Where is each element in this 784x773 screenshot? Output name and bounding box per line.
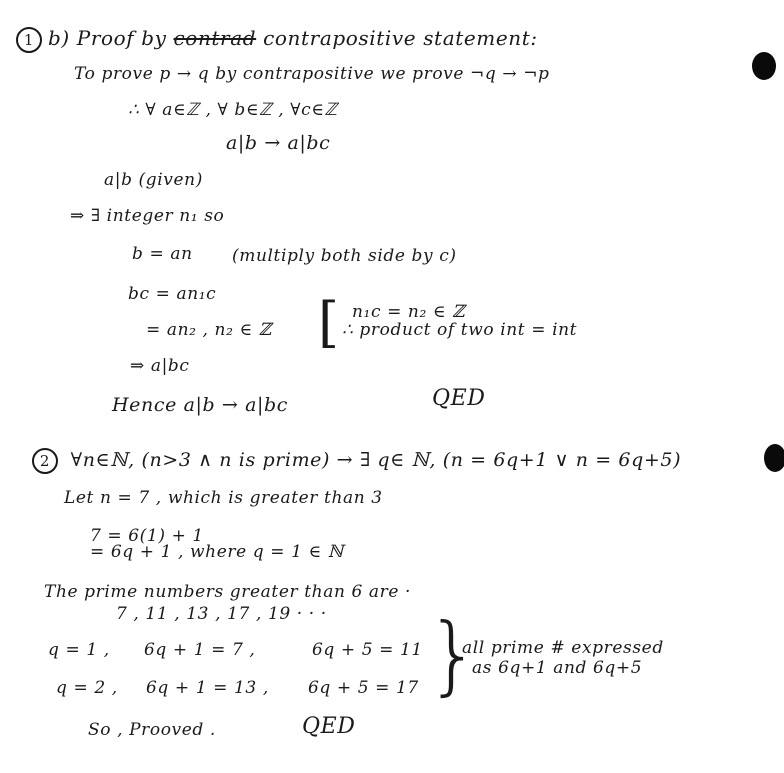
line-bc-eq: bc = an₁c xyxy=(128,284,217,304)
problem1-qed: QED xyxy=(432,386,486,411)
right-curly-brace: } xyxy=(426,605,481,705)
row2-q: q = 2 , xyxy=(56,678,118,698)
line-6q1: = 6q + 1 , where q = 1 ∈ ℕ xyxy=(90,542,344,562)
line-divides: ⇒ a|bc xyxy=(130,356,190,376)
line-proved: So , Prooved . xyxy=(88,720,216,740)
line-claim: a|b → a|bc xyxy=(226,132,331,154)
problem2-heading xyxy=(32,448,681,474)
bracket-line1: n₁c = n₂ ∈ ℤ xyxy=(352,302,466,322)
line-given: a|b (given) xyxy=(104,170,203,190)
line-multiply: (multiply both side by c) xyxy=(232,246,457,266)
row2-a: 6q + 1 = 13 , xyxy=(146,678,269,698)
problem1-heading xyxy=(16,26,538,53)
line-let: Let n = 7 , which is greater than 3 xyxy=(64,488,383,508)
row1-q: q = 1 , xyxy=(48,640,110,660)
row1-b: 6q + 5 = 11 xyxy=(312,640,423,660)
line-an2: = an₂ , n₂ ∈ ℤ xyxy=(146,320,272,340)
line-b-eq: b = an xyxy=(132,244,193,264)
row1-a: 6q + 1 = 7 , xyxy=(144,640,256,660)
problem2-number: 2 xyxy=(32,448,58,474)
problem1-heading-post: contrapositive statement: xyxy=(256,26,538,50)
bracket-line2: ∴ product of two int = int xyxy=(342,320,578,340)
problem1-heading-struck: contrad xyxy=(173,26,257,50)
line-exists: ⇒ ∃ integer n₁ so xyxy=(70,206,225,226)
line-hence: Hence a|b → a|bc xyxy=(112,394,288,416)
punch-hole-middle xyxy=(764,444,784,472)
line-primes-intro: The prime numbers greater than 6 are · xyxy=(44,582,412,602)
curly-bracket: [ xyxy=(318,291,340,354)
line-7eq: 7 = 6(1) + 1 xyxy=(90,526,204,546)
note-line2: as 6q+1 and 6q+5 xyxy=(472,658,643,678)
row2-b: 6q + 5 = 17 xyxy=(308,678,419,698)
line-prove: To prove p → q by contrapositive we prove ¬q → ¬p xyxy=(74,64,550,84)
line-forall: ∴ ∀ a∈ℤ , ∀ b∈ℤ , ∀c∈ℤ xyxy=(128,100,338,120)
line-primes-list: 7 , 11 , 13 , 17 , 19 · · · xyxy=(116,604,327,624)
problem1-part: b) xyxy=(48,26,70,50)
problem1-heading-pre: Proof by xyxy=(76,26,174,50)
problem2-statement: ∀n∈ℕ, (n>3 ∧ n is prime) → ∃ q∈ ℕ, (n = 6q+1 ∨ n = 6q+5) xyxy=(70,449,682,471)
punch-hole-top xyxy=(752,52,776,80)
note-line1: all prime # expressed xyxy=(462,638,664,658)
problem1-number: 1 xyxy=(16,27,42,53)
problem2-qed: QED xyxy=(302,714,356,739)
